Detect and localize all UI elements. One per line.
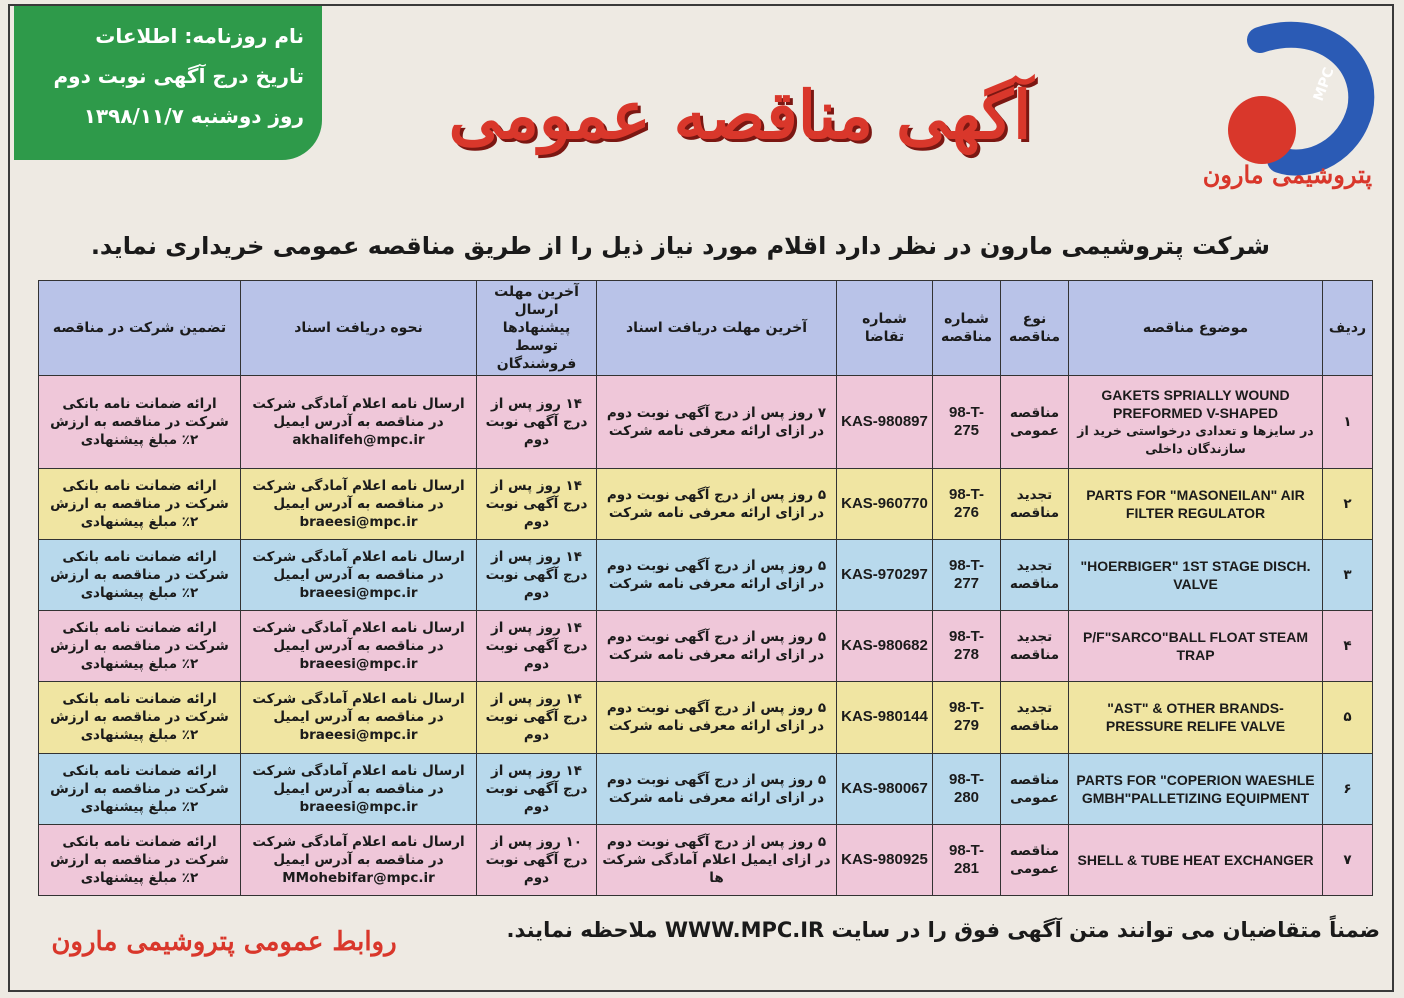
row-number: ۴	[1323, 611, 1373, 682]
doc-deadline: ۵ روز پس از درج آگهی نوبت دوم در ازای ارائه معرفی نامه شرکت	[597, 753, 837, 824]
row-number: ۲	[1323, 468, 1373, 539]
tender-table	[38, 280, 1373, 896]
subject-en: "AST" & OTHER BRANDS- PRESSURE RELIFE VALVE	[1069, 682, 1323, 753]
header-type: نوع مناقصه	[1001, 281, 1069, 376]
subject-cell	[1069, 376, 1323, 469]
tender-number: 98-T-280	[933, 753, 1001, 824]
request-number: KAS-980682	[837, 611, 933, 682]
doc-method-cell	[241, 753, 477, 824]
doc-method: ارسال نامه اعلام آمادگی شرکت در مناقصه به آدرس ایمیل	[252, 620, 465, 655]
bid-deadline: ۱۴ روز پس از درج آگهی نوبت دوم	[477, 682, 597, 753]
newspaper-name: نام روزنامه: اطلاعات	[95, 24, 304, 48]
website-note: ضمناً متقاضیان می توانند متن آگهی فوق را در سایت WWW.MPC.IR ملاحظه نمایند.	[506, 918, 1380, 942]
request-number: KAS-980144	[837, 682, 933, 753]
tender-type: تجدید مناقصه	[1001, 540, 1069, 611]
doc-method-cell	[241, 376, 477, 469]
newspaper-info-box	[14, 6, 322, 160]
contact-email-link[interactable]: braeesi@mpc.ir	[299, 656, 418, 673]
table-header-row	[39, 281, 1373, 376]
table-row	[39, 824, 1373, 895]
doc-method-cell	[241, 540, 477, 611]
tender-number: 98-T-276	[933, 468, 1001, 539]
tender-type: تجدید مناقصه	[1001, 611, 1069, 682]
doc-method: ارسال نامه اعلام آمادگی شرکت در مناقصه به آدرس ایمیل	[252, 477, 465, 512]
row-number: ۳	[1323, 540, 1373, 611]
guarantee: ارائه ضمانت نامه بانکی شرکت در مناقصه به ارزش ۲٪ مبلغ پیشنهادی	[39, 376, 241, 469]
contact-email-link[interactable]: akhalifeh@mpc.ir	[292, 431, 425, 448]
row-number: ۱	[1323, 376, 1373, 469]
subject-fa: در سایزها و تعدادی درخواستی خرید از سازندگان داخلی	[1077, 422, 1314, 456]
tender-number: 98-T-277	[933, 540, 1001, 611]
doc-method-cell	[241, 611, 477, 682]
doc-method: ارسال نامه اعلام آمادگی شرکت در مناقصه به آدرس ایمیل	[252, 833, 465, 868]
doc-deadline: ۵ روز پس از درج آگهی نوبت دوم در ازای ارائه معرفی نامه شرکت	[597, 682, 837, 753]
subject-en: PARTS FOR "COPERION WAESHLE GMBH"PALLETIZING EQUIPMENT	[1069, 753, 1323, 824]
doc-deadline: ۷ روز پس از درج آگهی نوبت دوم در ازای ارائه معرفی نامه شرکت	[597, 376, 837, 469]
subject-en: PARTS FOR "MASONEILAN" AIR FILTER REGULATOR	[1069, 468, 1323, 539]
table-row	[39, 682, 1373, 753]
doc-method: ارسال نامه اعلام آمادگی شرکت در مناقصه به آدرس ایمیل	[252, 691, 465, 726]
subject-en: P/F"SARCO"BALL FLOAT STEAM TRAP	[1069, 611, 1323, 682]
intro-text: شرکت پتروشیمی مارون در نظر دارد اقلام مورد نیاز ذیل را از طریق مناقصه عمومی خریداری نماید.	[90, 232, 1270, 260]
bid-deadline: ۱۰ روز پس از درج آگهی نوبت دوم	[477, 824, 597, 895]
header-subject: موضوع مناقصه	[1069, 281, 1323, 376]
guarantee: ارائه ضمانت نامه بانکی شرکت در مناقصه به ارزش ۲٪ مبلغ پیشنهادی	[39, 540, 241, 611]
page-title: آگهی مناقصه عمومی	[448, 76, 1032, 154]
header-doc-method: نحوه دریافت اسناد	[241, 281, 477, 376]
bid-deadline: ۱۴ روز پس از درج آگهی نوبت دوم	[477, 611, 597, 682]
subject-en: "HOERBIGER" 1ST STAGE DISCH. VALVE	[1069, 540, 1323, 611]
doc-method: ارسال نامه اعلام آمادگی شرکت در مناقصه به آدرس ایمیل	[252, 549, 465, 584]
tender-type: تجدید مناقصه	[1001, 468, 1069, 539]
subject-en: SHELL & TUBE HEAT EXCHANGER	[1069, 824, 1323, 895]
publish-note: تاریخ درج آگهی نوبت دوم	[53, 64, 304, 88]
doc-method: ارسال نامه اعلام آمادگی شرکت در مناقصه به آدرس ایمیل	[252, 395, 465, 430]
header-row-no: ردیف	[1323, 281, 1373, 376]
request-number: KAS-980897	[837, 376, 933, 469]
header-tender-no: شماره مناقصه	[933, 281, 1001, 376]
doc-deadline: ۵ روز پس از درج آگهی نوبت دوم در ازای ارائه معرفی نامه شرکت	[597, 611, 837, 682]
subject-en: GAKETS SPRIALLY WOUND PREFORMED V-SHAPED	[1101, 386, 1290, 421]
contact-email-link[interactable]: braeesi@mpc.ir	[299, 585, 418, 602]
logo-company-name: پتروشیمی مارون	[1202, 160, 1372, 189]
guarantee: ارائه ضمانت نامه بانکی شرکت در مناقصه به ارزش ۲٪ مبلغ پیشنهادی	[39, 753, 241, 824]
guarantee: ارائه ضمانت نامه بانکی شرکت در مناقصه به ارزش ۲٪ مبلغ پیشنهادی	[39, 682, 241, 753]
table-row	[39, 540, 1373, 611]
guarantee: ارائه ضمانت نامه بانکی شرکت در مناقصه به ارزش ۲٪ مبلغ پیشنهادی	[39, 824, 241, 895]
bid-deadline: ۱۴ روز پس از درج آگهی نوبت دوم	[477, 540, 597, 611]
table-row	[39, 376, 1373, 469]
doc-method-cell	[241, 824, 477, 895]
tender-type: مناقصه عمومی	[1001, 376, 1069, 469]
tender-type: تجدید مناقصه	[1001, 682, 1069, 753]
guarantee: ارائه ضمانت نامه بانکی شرکت در مناقصه به ارزش ۲٪ مبلغ پیشنهادی	[39, 611, 241, 682]
contact-email-link[interactable]: braeesi@mpc.ir	[299, 798, 418, 815]
tender-number: 98-T-279	[933, 682, 1001, 753]
table-row	[39, 611, 1373, 682]
tender-number: 98-T-278	[933, 611, 1001, 682]
header-request-no: شماره تقاضا	[837, 281, 933, 376]
guarantee: ارائه ضمانت نامه بانکی شرکت در مناقصه به ارزش ۲٪ مبلغ پیشنهادی	[39, 468, 241, 539]
bid-deadline: ۱۴ روز پس از درج آگهی نوبت دوم	[477, 468, 597, 539]
request-number: KAS-980925	[837, 824, 933, 895]
tender-number: 98-T-281	[933, 824, 1001, 895]
tender-type: مناقصه عمومی	[1001, 824, 1069, 895]
public-relations-signature: روابط عمومی پتروشیمی مارون	[51, 927, 397, 957]
publish-date: روز دوشنبه ۱۳۹۸/۱۱/۷	[83, 104, 304, 128]
contact-email-link[interactable]: braeesi@mpc.ir	[299, 513, 418, 530]
header-guarantee: تضمین شرکت در مناقصه	[39, 281, 241, 376]
contact-email-link[interactable]: braeesi@mpc.ir	[299, 727, 418, 744]
header-doc-deadline: آخرین مهلت دریافت اسناد	[597, 281, 837, 376]
doc-method-cell	[241, 468, 477, 539]
doc-deadline: ۵ روز پس از درج آگهی نوبت دوم در ازای ایمیل اعلام آمادگی شرکت ها	[597, 824, 837, 895]
row-number: ۷	[1323, 824, 1373, 895]
request-number: KAS-980067	[837, 753, 933, 824]
table-row	[39, 468, 1373, 539]
doc-method: ارسال نامه اعلام آمادگی شرکت در مناقصه به آدرس ایمیل	[252, 762, 465, 797]
doc-deadline: ۵ روز پس از درج آگهی نوبت دوم در ازای ارائه معرفی نامه شرکت	[597, 540, 837, 611]
request-number: KAS-960770	[837, 468, 933, 539]
contact-email-link[interactable]: MMohebifar@mpc.ir	[282, 869, 435, 886]
row-number: ۵	[1323, 682, 1373, 753]
doc-method-cell	[241, 682, 477, 753]
request-number: KAS-970297	[837, 540, 933, 611]
logo-monogram: MPC	[1310, 65, 1338, 104]
row-number: ۶	[1323, 753, 1373, 824]
table-row	[39, 753, 1373, 824]
bid-deadline: ۱۴ روز پس از درج آگهی نوبت دوم	[477, 753, 597, 824]
tender-number: 98-T-275	[933, 376, 1001, 469]
doc-deadline: ۵ روز پس از درج آگهی نوبت دوم در ازای ارائه معرفی نامه شرکت	[597, 468, 837, 539]
header-bid-deadline: آخرین مهلت ارسال پیشنهادها توسط فروشندگان	[477, 281, 597, 376]
tender-type: مناقصه عمومی	[1001, 753, 1069, 824]
bid-deadline: ۱۴ روز پس از درج آگهی نوبت دوم	[477, 376, 597, 469]
